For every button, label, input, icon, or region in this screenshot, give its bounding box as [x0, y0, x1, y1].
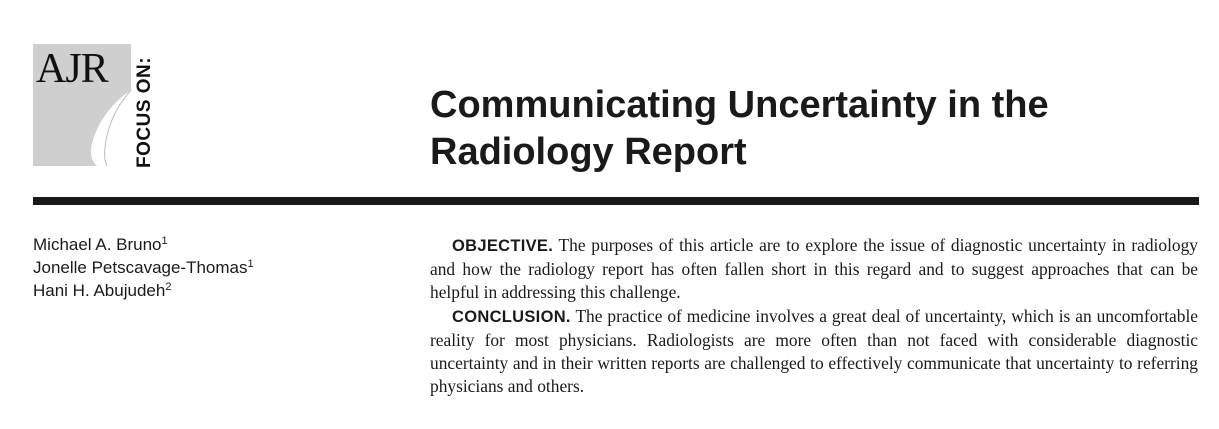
author-affiliation: 2 [165, 281, 172, 293]
objective-heading: OBJECTIVE. [452, 237, 554, 255]
conclusion-heading: CONCLUSION. [452, 307, 571, 326]
abstract-conclusion [430, 305, 1198, 399]
author-name: Jonelle Petscavage-Thomas [33, 258, 248, 277]
author-name: Hani H. Abujudeh [33, 281, 166, 300]
abstract-objective [430, 234, 1198, 305]
author-name: Michael A. Bruno [33, 235, 162, 254]
conclusion-text: The practice of medicine involves a great deal of uncertainty, which is an uncomfortable reality for most physicians. Radiologists are more often than not faced with considerable diagnostic uncertainty and in their written reports are challenged to effectively communicate that uncertainty to referring physicians and others. [430, 305, 1198, 397]
logo-focus-on-label: FOCUS ON: [134, 56, 155, 168]
objective-text: The purposes of this article are to explore the issue of diagnostic uncertainty in radiology and how the radiology report has often fallen short in this regard and to suggest approaches that can be helpful in addressing this challenge. [430, 235, 1198, 303]
author-affiliation: 1 [247, 258, 254, 270]
title-divider [33, 197, 1199, 205]
author-item [33, 233, 413, 256]
journal-logo [33, 44, 156, 170]
article-title: Communicating Uncertainty in the Radiology Report [430, 84, 1049, 173]
abstract [430, 234, 1198, 398]
author-affiliation: 1 [161, 235, 168, 247]
author-list [33, 233, 413, 302]
logo-letters: AJR [36, 46, 108, 92]
author-item [33, 256, 413, 279]
logo-background [33, 44, 131, 166]
author-item [33, 279, 413, 302]
